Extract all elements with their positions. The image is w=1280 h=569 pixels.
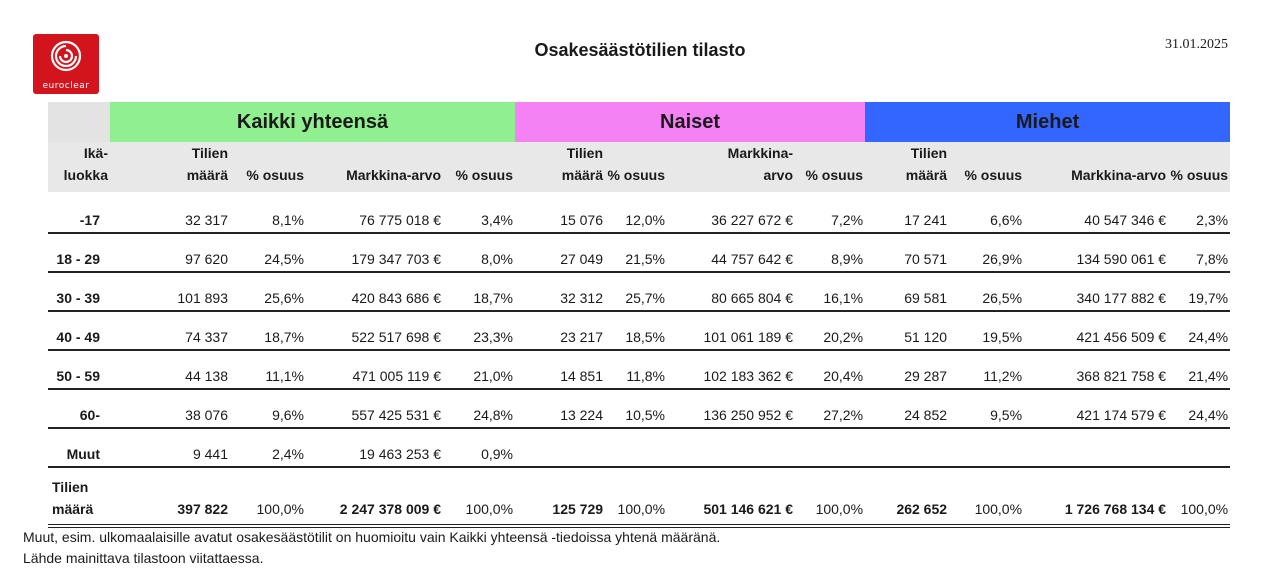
table-cell: 17 241 xyxy=(865,192,949,233)
table-cell: 19,5% xyxy=(949,311,1024,350)
table-cell xyxy=(605,428,667,467)
table-cell: 74 337 xyxy=(110,311,230,350)
total-row xyxy=(48,467,1230,526)
table-row xyxy=(48,192,1230,233)
table-cell: 12,0% xyxy=(605,192,667,233)
statistics-table xyxy=(48,102,1230,528)
table-cell: 101 893 xyxy=(110,272,230,311)
col-all-share: % osuus xyxy=(230,142,306,192)
table-cell: 11,2% xyxy=(949,350,1024,389)
table-cell: 32 317 xyxy=(110,192,230,233)
table-cell: 24,8% xyxy=(443,389,515,428)
table-cell xyxy=(515,428,605,467)
table-cell: 136 250 952 € xyxy=(667,389,795,428)
table-cell: 29 287 xyxy=(865,350,949,389)
total-cell: 501 146 621 € xyxy=(667,467,795,526)
table-cell: 11,8% xyxy=(605,350,667,389)
table-cell: 70 571 xyxy=(865,233,949,272)
col-women-market: Markkina- arvo xyxy=(667,142,795,192)
table-cell: 69 581 xyxy=(865,272,949,311)
table-cell: 9 441 xyxy=(110,428,230,467)
table-cell: 21,4% xyxy=(1168,350,1230,389)
col-all-accounts: Tilien määrä xyxy=(110,142,230,192)
table-cell: 13 224 xyxy=(515,389,605,428)
age-group-label: 30 - 39 xyxy=(48,272,110,311)
age-group-label: 60- xyxy=(48,389,110,428)
table-cell: 8,9% xyxy=(795,233,865,272)
total-cell: 100,0% xyxy=(443,467,515,526)
table-cell: 2,3% xyxy=(1168,192,1230,233)
table-cell: 8,1% xyxy=(230,192,306,233)
page-title: Osakesäästötilien tilasto xyxy=(534,40,746,60)
table-cell: 368 821 758 € xyxy=(1024,350,1168,389)
table-row xyxy=(48,233,1230,272)
table-cell: 340 177 882 € xyxy=(1024,272,1168,311)
table-cell: 421 456 509 € xyxy=(1024,311,1168,350)
table-cell xyxy=(1168,428,1230,467)
table-cell: 20,4% xyxy=(795,350,865,389)
table-cell xyxy=(795,428,865,467)
table-cell: 27 049 xyxy=(515,233,605,272)
table-cell: 25,7% xyxy=(605,272,667,311)
total-label: Tilien määrä xyxy=(48,467,110,526)
table-cell: 102 183 362 € xyxy=(667,350,795,389)
col-women-accounts: Tilien määrä xyxy=(515,142,605,192)
col-all-market-share: % osuus xyxy=(443,142,515,192)
table-cell: 20,2% xyxy=(795,311,865,350)
header-blank xyxy=(48,102,110,142)
col-men-market-share: % osuus xyxy=(1168,142,1230,192)
table-cell: 26,5% xyxy=(949,272,1024,311)
table-cell: 14 851 xyxy=(515,350,605,389)
table-cell: 80 665 804 € xyxy=(667,272,795,311)
table-row xyxy=(48,389,1230,428)
table-cell: 38 076 xyxy=(110,389,230,428)
col-men-share: % osuus xyxy=(949,142,1024,192)
table-cell: 27,2% xyxy=(795,389,865,428)
table-cell xyxy=(1024,428,1168,467)
table-cell: 10,5% xyxy=(605,389,667,428)
report-date: 31.01.2025 xyxy=(1165,37,1228,52)
table-cell: 26,9% xyxy=(949,233,1024,272)
table-cell: 18,7% xyxy=(230,311,306,350)
table-cell: 0,9% xyxy=(443,428,515,467)
col-age: Ikä- luokka xyxy=(48,142,110,192)
table-cell: 9,5% xyxy=(949,389,1024,428)
group-header-row xyxy=(48,102,1230,142)
total-cell: 100,0% xyxy=(795,467,865,526)
col-men-accounts: Tilien määrä xyxy=(865,142,949,192)
table-cell: 19 463 253 € xyxy=(306,428,443,467)
table-cell: 11,1% xyxy=(230,350,306,389)
table-cell: 18,5% xyxy=(605,311,667,350)
age-group-label: -17 xyxy=(48,192,110,233)
table-cell: 19,7% xyxy=(1168,272,1230,311)
total-cell: 125 729 xyxy=(515,467,605,526)
table-cell: 21,0% xyxy=(443,350,515,389)
age-group-label: 18 - 29 xyxy=(48,233,110,272)
table-cell: 15 076 xyxy=(515,192,605,233)
col-women-market-share: % osuus xyxy=(795,142,865,192)
table-cell: 24 852 xyxy=(865,389,949,428)
table-cell: 76 775 018 € xyxy=(306,192,443,233)
table-cell: 18,7% xyxy=(443,272,515,311)
table-cell: 97 620 xyxy=(110,233,230,272)
total-cell: 100,0% xyxy=(230,467,306,526)
table-cell xyxy=(949,428,1024,467)
table-cell: 8,0% xyxy=(443,233,515,272)
table-cell: 24,5% xyxy=(230,233,306,272)
table-row xyxy=(48,311,1230,350)
table-cell: 25,6% xyxy=(230,272,306,311)
table-cell: 522 517 698 € xyxy=(306,311,443,350)
table-cell: 9,6% xyxy=(230,389,306,428)
total-cell: 262 652 xyxy=(865,467,949,526)
table-row xyxy=(48,350,1230,389)
footnote xyxy=(23,527,720,569)
table-cell: 134 590 061 € xyxy=(1024,233,1168,272)
column-header-row xyxy=(48,142,1230,192)
table-cell: 51 120 xyxy=(865,311,949,350)
table-cell: 7,2% xyxy=(795,192,865,233)
table-cell: 2,4% xyxy=(230,428,306,467)
age-group-label: 40 - 49 xyxy=(48,311,110,350)
table-cell: 23,3% xyxy=(443,311,515,350)
table-row xyxy=(48,428,1230,467)
table-cell: 420 843 686 € xyxy=(306,272,443,311)
table-cell: 24,4% xyxy=(1168,311,1230,350)
table-cell: 36 227 672 € xyxy=(667,192,795,233)
table-cell: 421 174 579 € xyxy=(1024,389,1168,428)
col-men-market: Markkina-arvo xyxy=(1024,142,1168,192)
footnote-line-1: Muut, esim. ulkomaalaisille avatut osakesäästötilit on huomioitu vain Kaikki yhteensä -tiedoissa yhtenä määränä. xyxy=(23,529,721,545)
col-women-share: % osuus xyxy=(605,142,667,192)
table-row xyxy=(48,272,1230,311)
table-cell: 6,6% xyxy=(949,192,1024,233)
footnote-line-2: Lähde mainittava tilastoon viitattaessa. xyxy=(23,550,264,566)
table-cell: 179 347 703 € xyxy=(306,233,443,272)
table-cell: 23 217 xyxy=(515,311,605,350)
table-cell: 7,8% xyxy=(1168,233,1230,272)
total-cell: 100,0% xyxy=(1168,467,1230,526)
table-cell: 40 547 346 € xyxy=(1024,192,1168,233)
table-cell: 557 425 531 € xyxy=(306,389,443,428)
table-cell: 44 138 xyxy=(110,350,230,389)
table-cell: 44 757 642 € xyxy=(667,233,795,272)
table-cell: 32 312 xyxy=(515,272,605,311)
total-cell: 397 822 xyxy=(110,467,230,526)
total-cell: 2 247 378 009 € xyxy=(306,467,443,526)
table-cell: 101 061 189 € xyxy=(667,311,795,350)
table-cell xyxy=(667,428,795,467)
total-cell: 100,0% xyxy=(605,467,667,526)
group-women-header: Naiset xyxy=(515,102,865,142)
table-cell: 16,1% xyxy=(795,272,865,311)
table-cell: 24,4% xyxy=(1168,389,1230,428)
table-cell xyxy=(865,428,949,467)
total-cell: 1 726 768 134 € xyxy=(1024,467,1168,526)
table-cell: 3,4% xyxy=(443,192,515,233)
col-all-market: Markkina-arvo xyxy=(306,142,443,192)
group-all-header: Kaikki yhteensä xyxy=(110,102,515,142)
total-cell: 100,0% xyxy=(949,467,1024,526)
table-cell: 21,5% xyxy=(605,233,667,272)
age-group-label: Muut xyxy=(48,428,110,467)
table-cell: 471 005 119 € xyxy=(306,350,443,389)
logo-text: euroclear xyxy=(42,81,90,91)
group-men-header: Miehet xyxy=(865,102,1230,142)
age-group-label: 50 - 59 xyxy=(48,350,110,389)
